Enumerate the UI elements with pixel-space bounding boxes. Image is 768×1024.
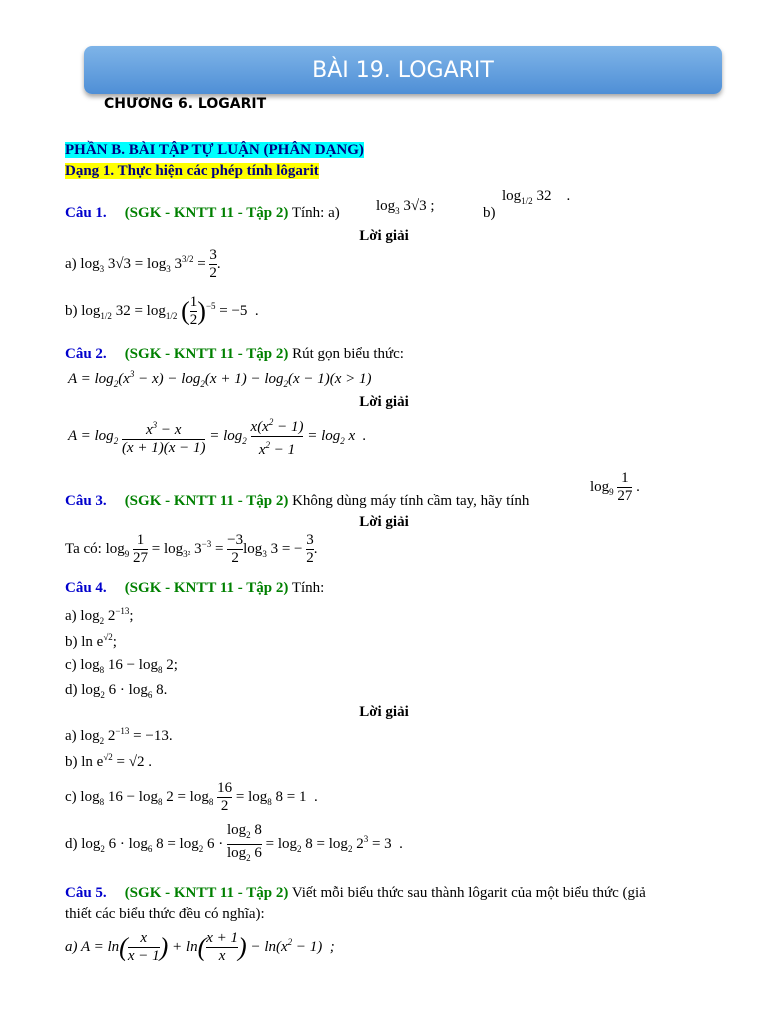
question-2: Câu 2. (SGK - KNTT 11 - Tập 2) Rút gọn biểu thức:: [65, 346, 404, 362]
question-3: Câu 3. (SGK - KNTT 11 - Tập 2) Không dùng máy tính cầm tay, hãy tính: [65, 493, 530, 509]
question-4: Câu 4. (SGK - KNTT 11 - Tập 2) Tính:: [65, 580, 325, 596]
q4-part-a: a) $\log_2 2^{-13}$;: [65, 606, 134, 626]
q4-solution-a: a) $\log_2 2^{-13} = -13$.: [65, 726, 173, 746]
q4-part-d: d) $\log_2 6 \cdot \log_6 8$.: [65, 682, 168, 700]
q4-solution-b: b) $\ln e^{√2} = √2$ .: [65, 752, 152, 770]
q1-label-b: b): [483, 205, 496, 221]
q1-expr-b: $\log_{1/2} 32$ .: [502, 188, 571, 206]
question-1: Câu 1. (SGK - KNTT 11 - Tập 2) Tính: a): [65, 205, 340, 221]
solution-label-4: Lời giải: [359, 704, 409, 720]
question-5-cont: thiết các biểu thức đều có nghĩa):: [65, 906, 265, 922]
q4-solution-d: d) $\log_2 6 \cdot \log_6 8 = \log_2 6$ · $\frac{\log_2 8}{\log_2 6}$ = $\log_2 8 = \log_2 2^3 = 3$ .: [65, 822, 403, 863]
q1-solution-b: b) $\log_{1/2} 32 = \log_{1/2}$ ( $\frac{1}{2}$ )$^{-5}$ = −5 .: [65, 294, 259, 328]
q2-solution: $A = \log_2$ $\frac{x^3 - x}{(x + 1)(x - 1)}$ = $\log_2$ $\frac{x(x^2 - 1)}{x^2 - 1}$ = $\log_2 x$ .: [68, 414, 366, 459]
q3-solution: Ta có: $\log_9$ $\frac{1}{27}$ = $\log_{3^2} 3^{-3}$ = $\frac{-3}{2}$ $\log_3 3$ = − $\frac{3}{2}$ .: [65, 532, 318, 566]
q4-solution-c: c) $\log_8 16 - \log_8 2 = \log_8$ $\frac{16}{2}$ = $\log_8 8 = 1$ .: [65, 780, 318, 814]
q2-expression: $A = \log_2(x^3 - x) - \log_2(x + 1) - \log_2(x - 1)(x > 1)$: [68, 369, 372, 389]
q4-part-c: c) $\log_8 16 - \log_8 2$;: [65, 657, 178, 675]
q1-expr-a: $\log_3 3√3$ ;: [376, 198, 435, 216]
lesson-title: BÀI 19. LOGARIT: [312, 57, 494, 83]
question-5: Câu 5. (SGK - KNTT 11 - Tập 2) Viết mỗi biểu thức sau thành lôgarit của một biểu thức (giả: [65, 885, 646, 901]
solution-label-1: Lời giải: [359, 228, 409, 244]
q1-solution-a: a) $\log_3 3√3 = \log_3 3^{3/2}$ = $\frac{3}{2}$ .: [65, 247, 221, 281]
solution-label-3: Lời giải: [359, 514, 409, 530]
section-heading: PHẦN B. BÀI TẬP TỰ LUẬN (PHÂN DẠNG): [65, 142, 364, 158]
q3-expression: $\log_9$ $\frac{1}{27}$ .: [590, 470, 640, 504]
lesson-title-banner: [84, 46, 722, 94]
solution-label-2: Lời giải: [359, 394, 409, 410]
type-heading: Dạng 1. Thực hiện các phép tính lôgarit: [65, 163, 319, 179]
chapter-title: CHƯƠNG 6. LOGARIT: [104, 96, 267, 112]
q4-part-b: b) $\ln e^{√2}$;: [65, 632, 117, 650]
q5-part-a: a) A = ln( $\frac{x}{x - 1}$ ) + ln( $\frac{x + 1}{x}$ ) − $\ln(x^2 - 1)$ ;: [65, 930, 335, 964]
